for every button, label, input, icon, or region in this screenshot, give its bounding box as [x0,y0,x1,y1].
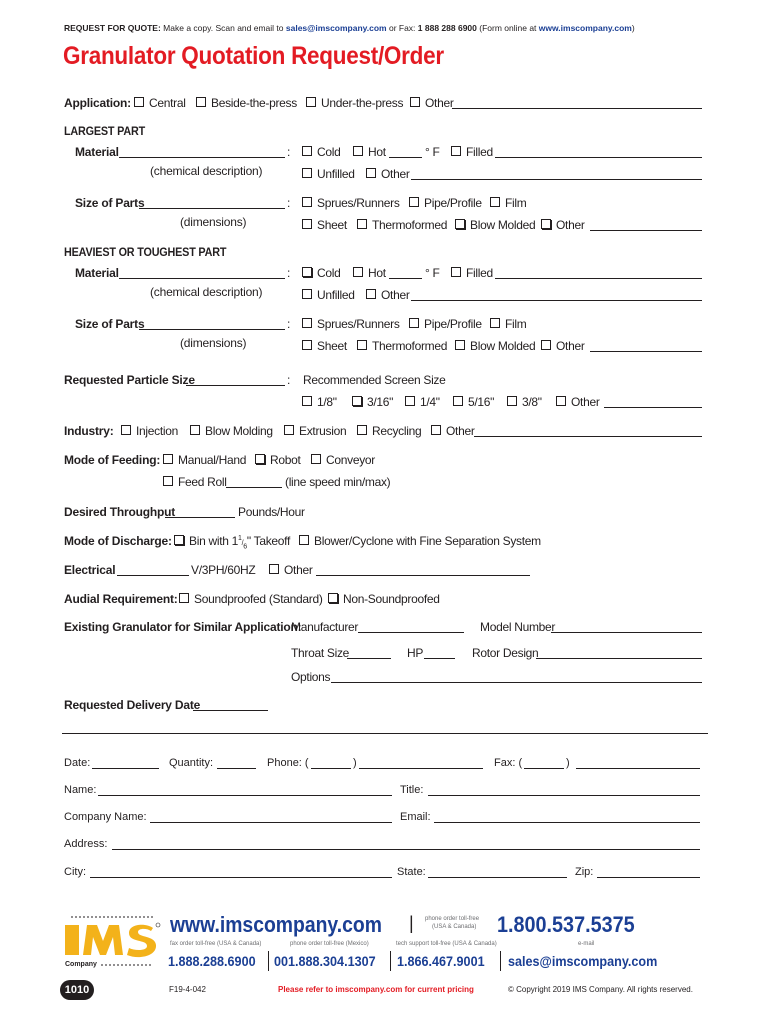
largest-unfilled-checkbox[interactable] [302,168,312,178]
heaviest-chem-desc: (chemical description) [150,285,263,299]
application-under-checkbox[interactable] [306,97,316,107]
phone-order-label: phone order toll-free [425,916,480,922]
largest-material-field[interactable] [119,157,285,158]
application-beside-checkbox[interactable] [196,97,206,107]
feeding-conveyor-label: Conveyor [326,453,375,467]
discharge-blower-checkbox[interactable] [299,535,309,545]
fax-order-label: fax order toll-free (USA & Canada) [170,941,262,947]
largest-pipe-label: Pipe/Profile [424,196,482,210]
discharge-frac-num: 1 [238,535,242,542]
footer-pipe: | [409,913,414,933]
heaviest-part-heading: HEAVIEST OR TOUGHEST PART [64,245,227,259]
zip-label: Zip: [575,866,594,878]
heaviest-hot-label: Hot [368,266,386,280]
heaviest-hot-temp-field[interactable] [389,278,422,279]
quantity-label: Quantity: [169,757,214,769]
feeding-feedroll-checkbox[interactable] [163,476,173,486]
industry-recycling-checkbox[interactable] [357,425,367,435]
industry-other-checkbox[interactable] [431,425,441,435]
electrical-voltage-field[interactable] [117,575,189,576]
heaviest-pipe-label: Pipe/Profile [424,317,482,331]
state-label: State: [397,866,426,878]
email-small-label: e-mail [578,941,595,947]
address-label: Address: [64,838,108,850]
screen-3-8-checkbox[interactable] [507,396,517,406]
largest-filled-label: Filled [466,145,493,159]
largest-sheet-checkbox[interactable] [302,219,312,229]
electrical-label: Electrical [64,563,116,577]
existing-options-field[interactable] [331,682,702,683]
tech-label: tech support toll-free (USA & Canada) [396,941,497,947]
application-central-checkbox[interactable] [134,97,144,107]
fax-number: 1 888 288 6900 [417,23,477,33]
heaviest-film-checkbox[interactable] [490,318,500,328]
existing-manufacturer-label: Manufacturer [291,620,359,634]
heaviest-blow-checkbox[interactable] [455,340,465,350]
largest-size-label: Size of Parts [75,196,145,210]
largest-other-checkbox[interactable] [366,168,376,178]
fax-label: Fax: ( [494,757,523,769]
heaviest-sheet-label: Sheet [317,339,347,353]
fax-order-number[interactable]: 1.888.288.6900 [168,953,256,969]
existing-manufacturer-field[interactable] [358,632,464,633]
industry-blow-label: Blow Molding [205,424,273,438]
existing-label: Existing Granulator for Similar Application: [64,620,302,634]
address-field[interactable] [112,849,700,850]
mexico-number[interactable]: 001.888.304.1307 [274,953,376,969]
footer-email[interactable]: sales@imscompany.com [508,953,658,969]
heaviest-cold-checkbox[interactable] [302,267,312,277]
existing-model-field[interactable] [551,632,702,633]
heaviest-pipe-checkbox[interactable] [409,318,419,328]
existing-rotor-field[interactable] [536,658,702,659]
colon: : [287,196,291,210]
footer-divider [268,951,269,971]
heaviest-material-label: Material [75,266,119,280]
heaviest-other-field[interactable] [411,300,702,301]
largest-hot-checkbox[interactable] [353,146,363,156]
industry-extrusion-checkbox[interactable] [284,425,294,435]
discharge-blower-label: Blower/Cyclone with Fine Separation System [314,534,541,548]
request-text-3: (Form online at [476,23,539,33]
screen-3-16-label: 3/16" [367,395,394,409]
email-field[interactable] [434,822,700,823]
company-label: Company Name: [64,811,147,823]
delivery-field[interactable] [193,710,268,711]
discharge-bin-text: Bin with 1 [189,534,239,548]
footer-divider [390,951,391,971]
screen-3-16-checkbox[interactable] [352,396,362,406]
date-field[interactable] [92,768,159,769]
largest-size-field[interactable] [139,208,285,209]
city-field[interactable] [90,877,392,878]
largest-material-label: Material [75,145,119,159]
fax-field[interactable] [576,768,700,769]
largest-cold-label: Cold [317,145,341,159]
existing-hp-label: HP [407,646,424,660]
heaviest-cold-label: Cold [317,266,341,280]
existing-throat-label: Throat Size [291,646,350,660]
application-central-label: Central [149,96,186,110]
audial-sound-checkbox[interactable] [179,593,189,603]
title-field[interactable] [428,795,700,796]
application-beside-label: Beside-the-press [211,96,297,110]
fax-close-paren: ) [566,757,570,769]
heaviest-sprues-label: Sprues/Runners [317,317,400,331]
largest-sheet-label: Sheet [317,218,347,232]
screen-other-checkbox[interactable] [556,396,566,406]
largest-part-heading: LARGEST PART [64,124,146,138]
industry-injection-checkbox[interactable] [121,425,131,435]
footer-divider [500,951,501,971]
existing-options-label: Options [291,670,331,684]
electrical-other-label: Other [284,563,313,577]
electrical-other-field[interactable] [316,575,530,576]
application-under-label: Under-the-press [321,96,404,110]
tech-number[interactable]: 1.866.467.9001 [397,953,485,969]
request-text-4: ) [631,23,635,33]
largest-other-field[interactable] [411,179,702,180]
industry-extrusion-label: Extrusion [299,424,347,438]
largest-blow-checkbox[interactable] [455,219,465,229]
largest-thermo-label: Thermoformed [372,218,448,232]
discharge-bin-checkbox[interactable] [174,535,184,545]
industry-recycling-label: Recycling [372,424,422,438]
heaviest-dimensions: (dimensions) [180,336,247,350]
heaviest-sprues-checkbox[interactable] [302,318,312,328]
feeding-linespeed-field[interactable] [226,487,282,488]
largest-pipe-checkbox[interactable] [409,197,419,207]
largest-hot-label: Hot [368,145,386,159]
existing-throat-field[interactable] [347,658,391,659]
heaviest-filled-checkbox[interactable] [451,267,461,277]
audial-non-checkbox[interactable] [328,593,338,603]
industry-other-label: Other [446,424,475,438]
feeding-label: Mode of Feeding: [64,453,161,467]
largest-other2-field[interactable] [590,230,702,231]
application-label: Application: [64,96,131,110]
application-other-checkbox[interactable] [410,97,420,107]
industry-other-field[interactable] [474,436,702,437]
particle-size-field[interactable] [186,385,285,386]
discharge-frac-den: 6 [243,543,247,551]
email-label: Email: [400,811,431,823]
audial-non-label: Non-Soundproofed [343,592,440,606]
screen-size-label: Recommended Screen Size [303,373,446,387]
largest-filled-field[interactable] [495,157,702,158]
discharge-bin-label: Bin with $1^1/_6$" Takeoff [189,534,291,551]
colon: : [287,266,291,280]
throughput-unit: Pounds/Hour [238,505,305,519]
electrical-other-checkbox[interactable] [269,564,279,574]
request-text-1: Make a copy. Scan and email to [160,23,286,33]
phone-label: Phone: ( [267,757,309,769]
phone-area-field[interactable] [311,768,351,769]
heaviest-size-label: Size of Parts [75,317,145,331]
largest-sprues-label: Sprues/Runners [317,196,400,210]
screen-5-16-label: 5/16" [468,395,495,409]
largest-hot-temp-field[interactable] [389,157,422,158]
heaviest-filled-field[interactable] [495,278,702,279]
state-field[interactable] [428,877,567,878]
heaviest-other2-field[interactable] [590,351,702,352]
application-other-field[interactable] [452,108,702,109]
largest-deg-f: ° F [425,145,440,159]
largest-film-checkbox[interactable] [490,197,500,207]
quantity-field[interactable] [217,768,256,769]
industry-injection-label: Injection [136,424,178,438]
request-prefix: REQUEST FOR QUOTE: [64,23,161,33]
heaviest-unfilled-label: Unfilled [317,288,355,302]
city-label: City: [64,866,86,878]
heaviest-material-field[interactable] [119,278,285,279]
screen-1-4-checkbox[interactable] [405,396,415,406]
usa-canada-label: (USA & Canada) [432,924,477,930]
request-instructions [64,23,635,33]
application-other-label: Other [425,96,454,110]
heaviest-blow-label: Blow Molded [470,339,536,353]
heaviest-deg-f: ° F [425,266,440,280]
heaviest-other2-label: Other [556,339,585,353]
feeding-manual-label: Manual/Hand [178,453,247,467]
logo-company-word: Company [65,961,97,968]
screen-5-16-checkbox[interactable] [453,396,463,406]
largest-other-label: Other [381,167,410,181]
existing-rotor-label: Rotor Design [472,646,539,660]
name-label: Name: [64,784,97,796]
throughput-label: Desired Throughput [64,505,176,519]
page-title: Granulator Quotation Request/Order [63,42,444,70]
heaviest-thermo-checkbox[interactable] [357,340,367,350]
particle-size-label: Requested Particle Size [64,373,195,387]
request-text-2: or Fax: [386,23,418,33]
ims-logo [63,913,163,973]
title-label: Title: [400,784,424,796]
fax-area-field[interactable] [524,768,564,769]
main-phone[interactable]: 1.800.537.5375 [497,912,635,937]
largest-dimensions: (dimensions) [180,215,247,229]
phone-close-paren: ) [353,757,357,769]
largest-sprues-checkbox[interactable] [302,197,312,207]
largest-unfilled-label: Unfilled [317,167,355,181]
heaviest-filled-label: Filled [466,266,493,280]
zip-field[interactable] [597,877,700,878]
screen-other-field[interactable] [604,407,702,408]
feeding-conveyor-checkbox[interactable] [311,454,321,464]
industry-label: Industry: [64,424,114,438]
delivery-label: Requested Delivery Date [64,698,201,712]
mexico-label: phone order toll-free (Mexico) [290,941,369,947]
discharge-label: Mode of Discharge: [64,534,172,548]
discharge-takeoff-text: " Takeoff [246,534,291,548]
name-field[interactable] [98,795,392,796]
largest-thermo-checkbox[interactable] [357,219,367,229]
heaviest-thermo-label: Thermoformed [372,339,448,353]
largest-filled-checkbox[interactable] [451,146,461,156]
screen-3-8-label: 3/8" [522,395,542,409]
feeding-manual-checkbox[interactable] [163,454,173,464]
screen-1-4-label: 1/4" [420,395,440,409]
largest-blow-label: Blow Molded [470,218,536,232]
throughput-field[interactable] [165,517,235,518]
largest-chem-desc: (chemical description) [150,164,263,178]
largest-other2-checkbox[interactable] [541,219,551,229]
industry-blow-checkbox[interactable] [190,425,200,435]
copyright: © Copyright 2019 IMS Company. All rights reserved. [508,985,693,994]
feeding-linespeed-label: (line speed min/max) [285,475,391,489]
audial-label: Audial Requirement: [64,592,178,606]
heaviest-film-label: Film [505,317,527,331]
screen-other-label: Other [571,395,600,409]
colon: : [287,373,291,387]
audial-sound-label: Soundproofed (Standard) [194,592,323,606]
heaviest-other-label: Other [381,288,410,302]
heaviest-size-field[interactable] [139,329,285,330]
feeding-feedroll-label: Feed Roll [178,475,227,489]
date-label: Date: [64,757,91,769]
website-link[interactable]: www.imscompany.com [538,23,632,33]
existing-hp-field[interactable] [424,658,455,659]
heaviest-sheet-checkbox[interactable] [302,340,312,350]
heaviest-other2-checkbox[interactable] [541,340,551,350]
page-number-badge: 1010 [60,980,94,1000]
feeding-robot-label: Robot [270,453,301,467]
feeding-robot-checkbox[interactable] [255,454,265,464]
electrical-unit: V/3PH/60HZ [191,563,256,577]
sales-email-link[interactable]: sales@imscompany.com [285,23,387,33]
heaviest-other-checkbox[interactable] [366,289,376,299]
form-code: F19-4-042 [169,985,206,994]
heaviest-unfilled-checkbox[interactable] [302,289,312,299]
screen-1-8-label: 1/8" [317,395,337,409]
existing-model-label: Model Number [480,620,556,634]
colon: : [287,317,291,331]
pricing-notice: Please refer to imscompany.com for current pricing [278,985,474,994]
phone-field[interactable] [359,768,483,769]
largest-other2-label: Other [556,218,585,232]
screen-1-8-checkbox[interactable] [302,396,312,406]
footer-url[interactable]: www.imscompany.com [170,912,382,937]
section-divider [62,733,708,734]
company-field[interactable] [150,822,392,823]
largest-film-label: Film [505,196,527,210]
largest-cold-checkbox[interactable] [302,146,312,156]
colon: : [287,145,291,159]
heaviest-hot-checkbox[interactable] [353,267,363,277]
